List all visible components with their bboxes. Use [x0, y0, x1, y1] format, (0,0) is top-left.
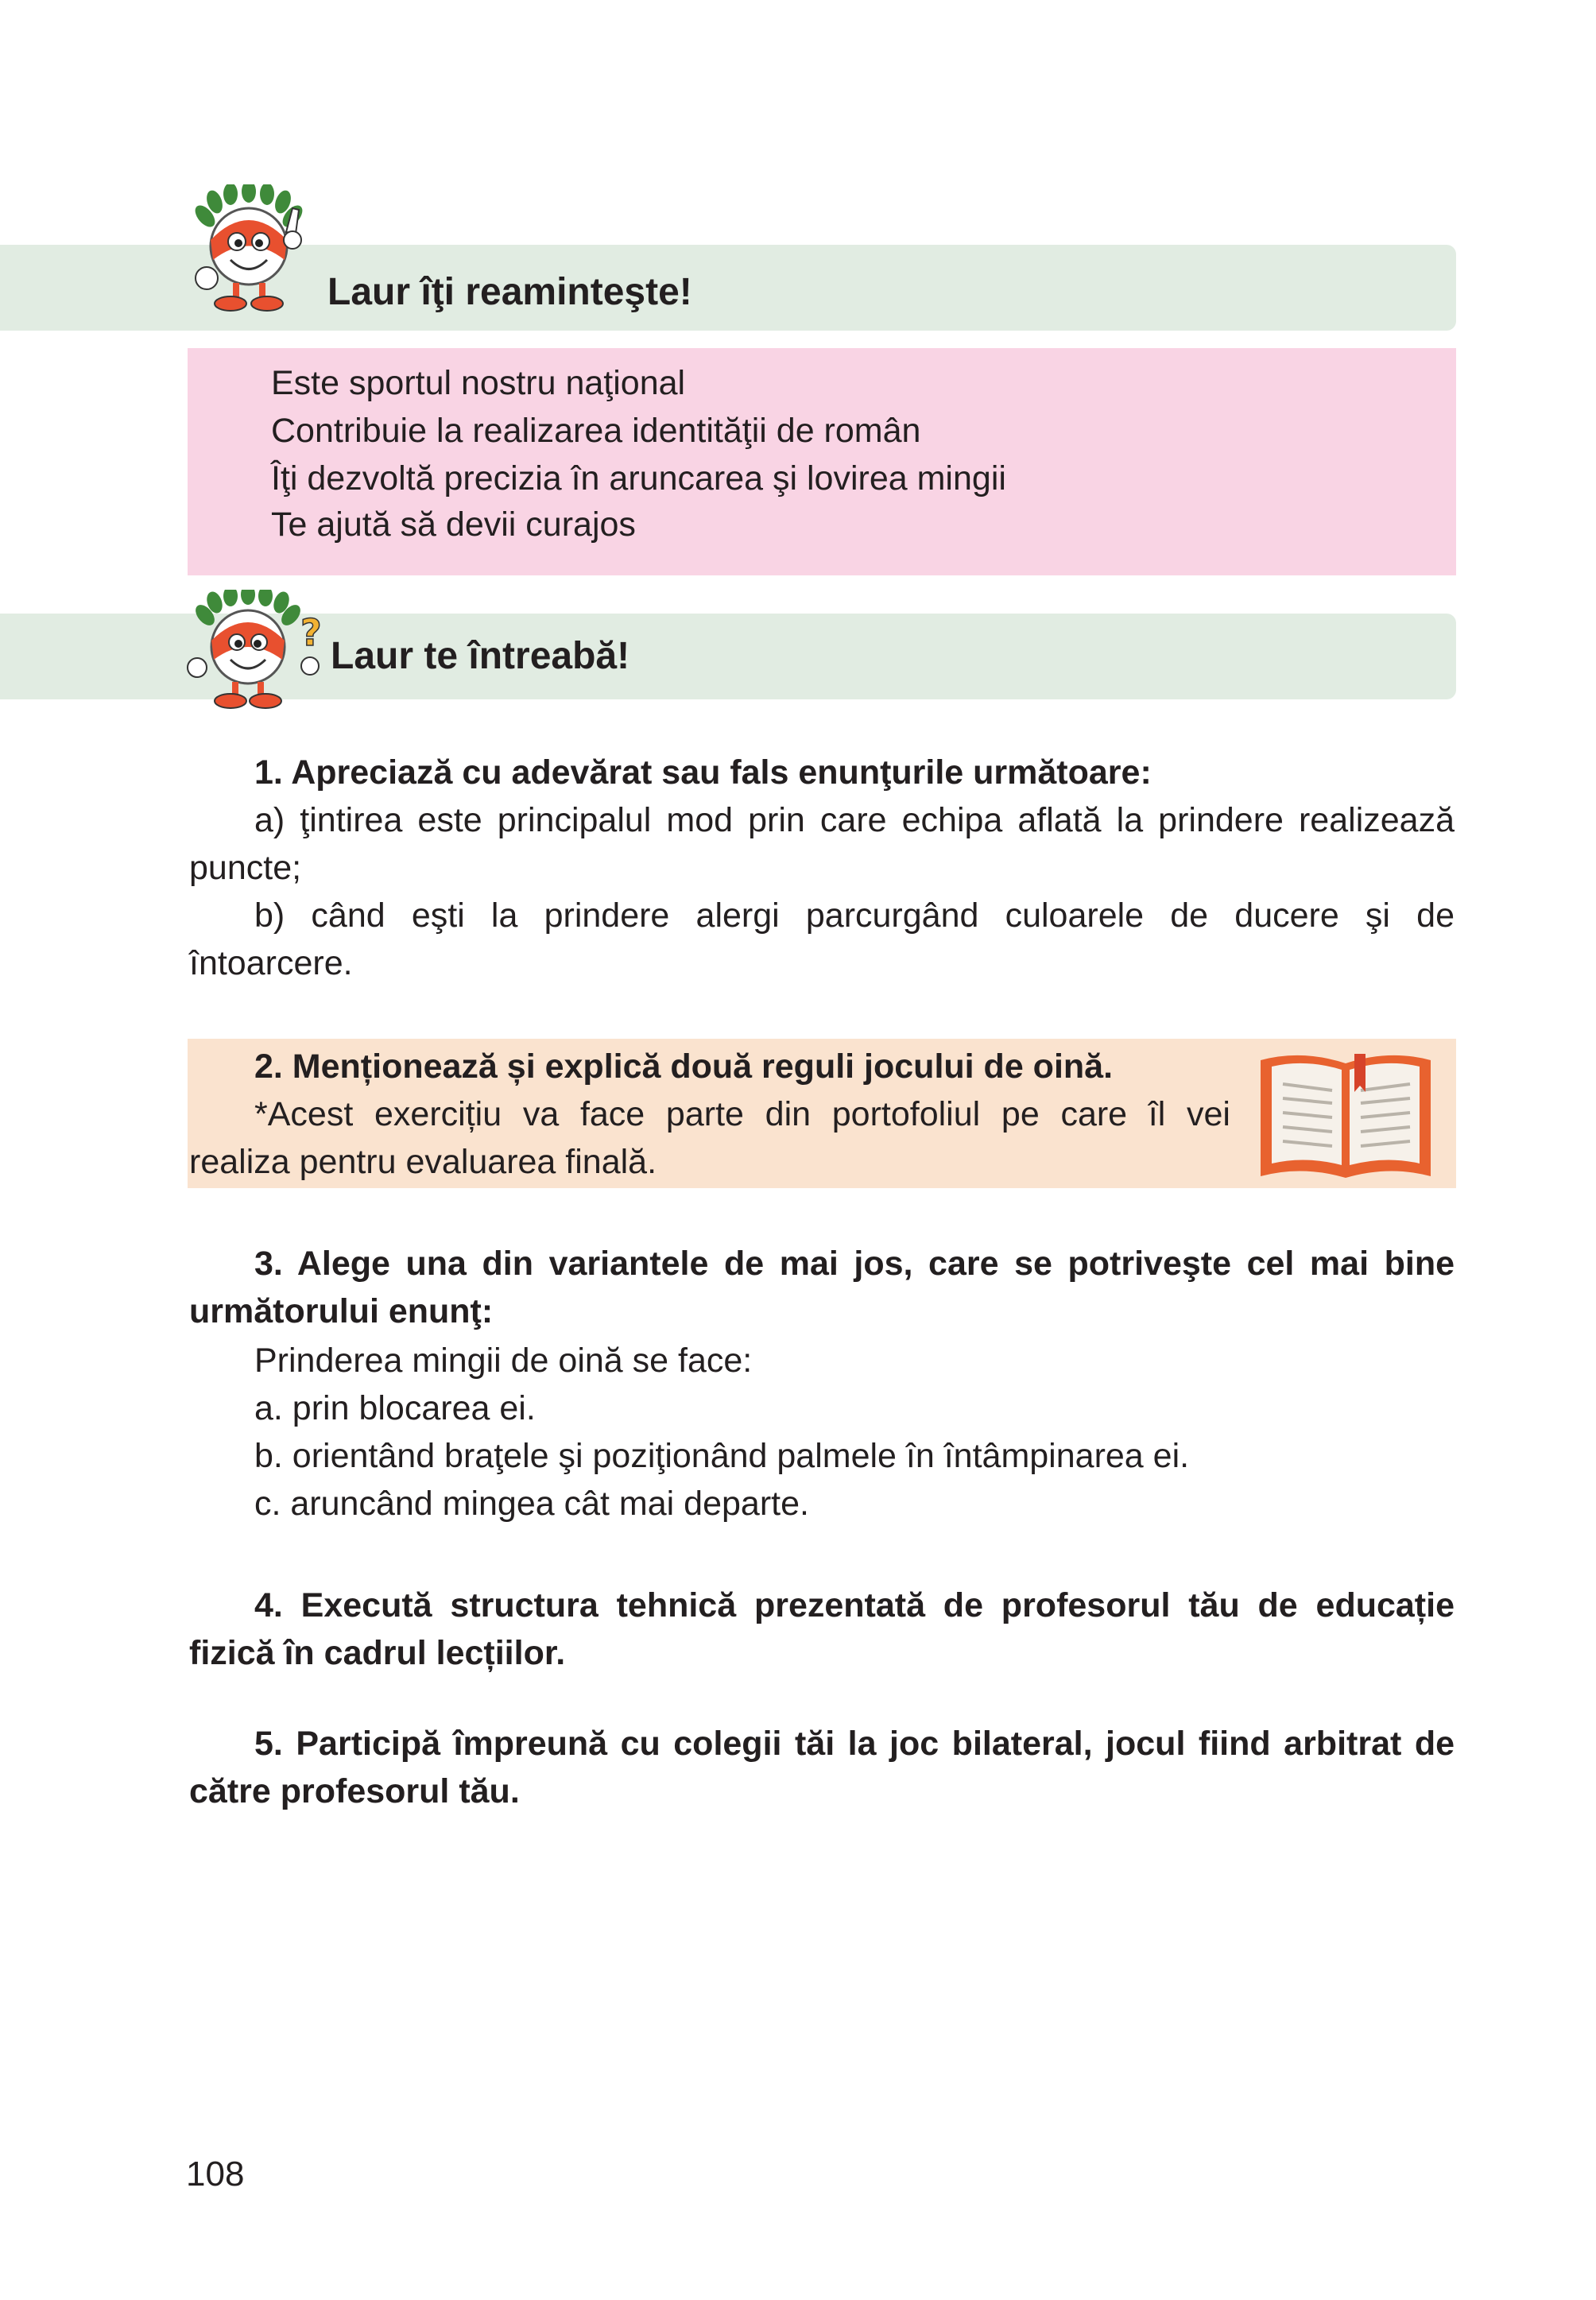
question-5-line: 5. Participă împreună cu colegii tăi la joc bilateral, jocul fiind arbitrat de — [254, 1725, 1455, 1763]
portfolio-note: *Acest exercițiu va face parte din portofoliul pe care îl vei — [254, 1095, 1230, 1133]
open-book-icon — [1254, 1046, 1437, 1183]
remember-line: Contribuie la realizarea identităţii de român — [271, 412, 921, 450]
svg-text:?: ? — [300, 611, 322, 654]
remember-box — [188, 348, 1456, 575]
question-3-option: a. prin blocarea ei. — [254, 1389, 536, 1427]
remember-title: Laur îţi reaminteşte! — [327, 271, 692, 313]
question-3-option: b. orientând braţele şi poziţionând palmele în întâmpinarea ei. — [254, 1437, 1190, 1475]
question-3-stem: Prinderea mingii de oină se face: — [254, 1342, 753, 1380]
question-1-item-a: a) ţintirea este principalul mod prin care echipa aflată la prindere realizează — [254, 801, 1455, 839]
laurel-ball-mascot-question-icon — [181, 590, 332, 717]
question-1-title: 1. Apreciază cu adevărat sau fals enunţurile următoare: — [254, 753, 1152, 792]
laurel-ball-mascot-icon — [189, 184, 308, 319]
question-4-line-cont: fizică în cadrul lecțiilor. — [189, 1634, 566, 1672]
question-4-line: 4. Execută structura tehnică prezentată de profesorul tău de educație — [254, 1586, 1455, 1624]
question-1-item-b: b) când eşti la prindere alergi parcurgând culoarele de ducere şi de — [254, 896, 1455, 935]
question-3-option: c. aruncând mingea cât mai departe. — [254, 1485, 809, 1523]
question-5-line-cont: către profesorul tău. — [189, 1772, 520, 1810]
remember-line: Îţi dezvoltă precizia în aruncarea şi lovirea mingii — [271, 459, 1006, 498]
page-number: 108 — [186, 2155, 245, 2194]
portfolio-note-cont: realiza pentru evaluarea finală. — [189, 1143, 657, 1181]
question-1-item-b-cont: întoarcere. — [189, 944, 353, 982]
question-2-title: 2. Menționează și explică două reguli jocului de oină. — [254, 1047, 1114, 1086]
remember-line: Este sportul nostru naţional — [271, 364, 686, 402]
ask-title: Laur te întreabă! — [331, 635, 630, 677]
question-1-item-a-cont: puncte; — [189, 849, 302, 887]
question-3-title-cont: următorului enunţ: — [189, 1292, 494, 1330]
remember-line: Te ajută să devii curajos — [271, 505, 636, 544]
question-3-title: 3. Alege una din variantele de mai jos, care se potriveşte cel mai bine — [254, 1245, 1455, 1283]
